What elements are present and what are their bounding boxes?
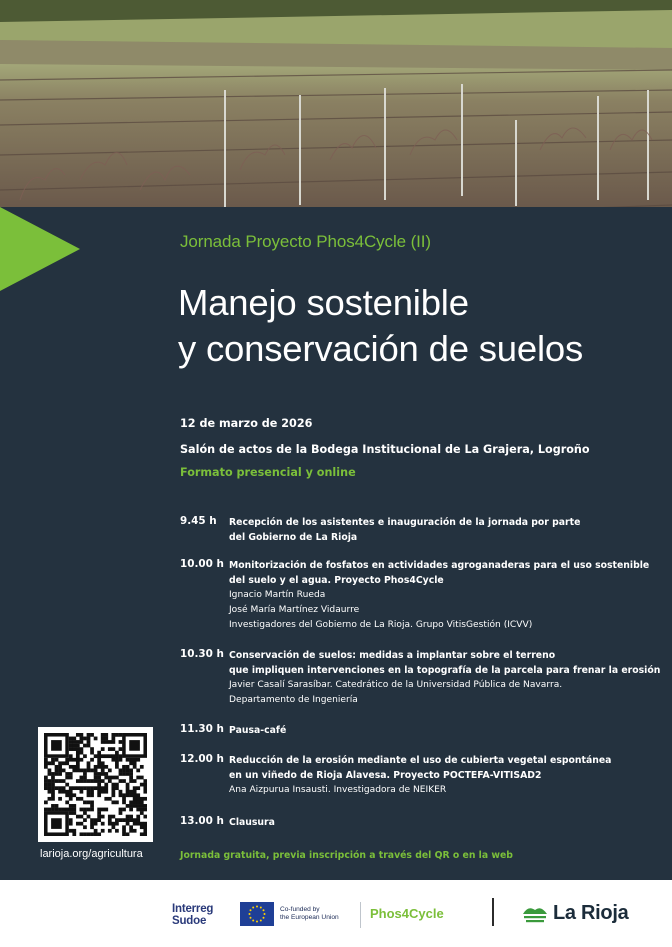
agenda-body bbox=[229, 558, 659, 633]
website-link[interactable]: larioja.org/agricultura bbox=[40, 848, 143, 860]
la-rioja-logo-text: La Rioja bbox=[553, 902, 629, 924]
event-series-label: Jornada Proyecto Phos4Cycle (II) bbox=[180, 232, 431, 251]
agenda-body bbox=[229, 515, 659, 545]
agenda-time: 10.30 h bbox=[180, 648, 224, 660]
event-venue: Salón de actos de la Bodega Institucional de La Grajera, Logroño bbox=[180, 443, 590, 456]
agenda-body bbox=[229, 815, 659, 830]
agenda-body bbox=[229, 648, 659, 708]
eu-flag-icon bbox=[240, 902, 274, 926]
agenda-speaker: Ana Aizpurua Insausti. Investigadora de NEIKER bbox=[229, 785, 447, 795]
agenda-title: Recepción de los asistentes e inauguración de la jornada por parte bbox=[229, 517, 581, 528]
qr-pattern bbox=[44, 733, 147, 836]
event-format: Formato presencial y online bbox=[180, 466, 356, 479]
agenda-speaker: Ignacio Martín Rueda bbox=[229, 590, 326, 600]
agenda-body bbox=[229, 753, 659, 798]
phos4cycle-logo: Phos4Cycle bbox=[370, 906, 444, 921]
qr-finder-pattern bbox=[129, 740, 140, 751]
green-accent-triangle bbox=[0, 207, 80, 291]
agenda-time: 10.00 h bbox=[180, 558, 224, 570]
agenda-speaker: José María Martínez Vidaurre bbox=[229, 605, 360, 615]
agenda-title: que impliquen intervenciones en la topografía de la parcela para frenar la erosión bbox=[229, 665, 661, 676]
registration-note: Jornada gratuita, previa inscripción a través del QR o en la web bbox=[180, 850, 513, 861]
agenda-time: 9.45 h bbox=[180, 515, 217, 527]
agenda-title: del Gobierno de La Rioja bbox=[229, 532, 358, 543]
interreg-logo bbox=[172, 903, 213, 927]
agenda-title: Clausura bbox=[229, 817, 275, 828]
agenda-speaker-affiliation: Investigadores del Gobierno de La Rioja. Grupo VitisGestión (ICVV) bbox=[229, 620, 533, 630]
eu-funding-line1: Co-funded by bbox=[280, 906, 320, 913]
la-rioja-emblem-icon bbox=[522, 902, 548, 924]
interreg-logo-line1: Interreg bbox=[172, 903, 214, 915]
interreg-logo-line2: Sudoe bbox=[172, 915, 207, 927]
footer-divider bbox=[360, 902, 361, 928]
qr-finder-pattern bbox=[51, 818, 62, 829]
title-line-1: Manejo sostenible bbox=[178, 282, 469, 323]
eu-funding-line2: the European Union bbox=[280, 914, 339, 921]
title-line-2: y conservación de suelos bbox=[178, 328, 584, 369]
agenda-title: en un viñedo de Rioja Alavesa. Proyecto POCTEFA-VITISAD2 bbox=[229, 770, 542, 781]
agenda-body bbox=[229, 723, 659, 738]
agenda-title: Reducción de la erosión mediante el uso de cubierta vegetal espontánea bbox=[229, 755, 612, 766]
agenda-time: 12.00 h bbox=[180, 753, 224, 765]
eu-funding-label bbox=[280, 906, 339, 922]
footer-divider bbox=[492, 898, 494, 926]
agenda-title: Pausa-café bbox=[229, 725, 287, 736]
agenda-speaker-affiliation: Departamento de Ingeniería bbox=[229, 695, 358, 705]
qr-code[interactable] bbox=[38, 727, 153, 842]
agenda-speaker: Javier Casalí Sarasíbar. Catedrático de la Universidad Pública de Navarra. bbox=[229, 680, 563, 690]
agenda-time: 13.00 h bbox=[180, 815, 224, 827]
agenda-title: Monitorización de fosfatos en actividades agroganaderas para el uso sostenible bbox=[229, 560, 650, 571]
agenda-time: 11.30 h bbox=[180, 723, 224, 735]
page-title bbox=[178, 280, 583, 372]
event-date: 12 de marzo de 2026 bbox=[180, 417, 313, 430]
qr-finder-pattern bbox=[51, 740, 62, 751]
agenda-title: Conservación de suelos: medidas a implantar sobre el terreno bbox=[229, 650, 556, 661]
agenda-title: del suelo y el agua. Proyecto Phos4Cycle bbox=[229, 575, 444, 586]
